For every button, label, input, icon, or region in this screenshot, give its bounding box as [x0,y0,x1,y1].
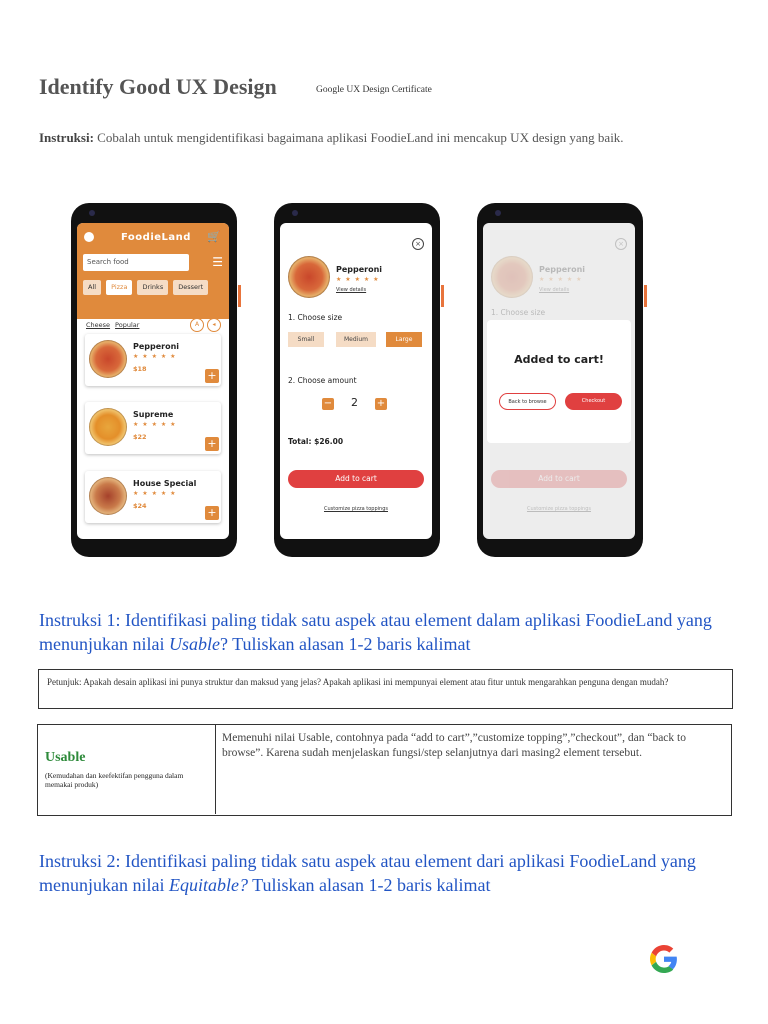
speaker-icon[interactable]: ◂ [207,318,221,332]
item-name: Pepperoni [539,265,586,274]
add-to-cart-button[interactable]: Add to cart [288,470,424,488]
phone-mockup-browse [71,203,237,557]
checkout-button[interactable]: Checkout [565,393,622,410]
list-item[interactable] [85,334,221,386]
added-to-cart-modal [487,320,631,443]
q2-heading-em: Equitable? [168,875,248,895]
usable-description: (Kemudahan dan keefektifan pengguna dalam memakai produk) [45,771,184,789]
list-item[interactable] [85,402,221,454]
q2-heading-pre: Instruksi 2: Identifikasi paling tidak satu aspek atau element dari aplikasi FoodieLand yang menunjukan nilai [39,851,696,895]
filter-tabs [86,321,144,329]
view-details-link: View details [539,287,570,293]
view-details-link[interactable]: View details [336,287,367,293]
size-large-button[interactable]: Large [386,332,422,347]
hint-box: Petunjuk: Apakah desain aplikasi ini punya struktur dan maksud yang jelas? Apakah aplikasi ini mempunyai element atau fitur untuk mengarahkan penguna dengan mudah? [38,669,733,709]
pizza-image [89,340,127,378]
answer-table [37,724,732,816]
usable-label: Usable [45,750,86,765]
filter-icon[interactable]: ☰ [212,255,223,269]
item-name: Pepperoni [336,265,383,274]
camera-icon [292,210,298,216]
modal-title: Added to cart! [514,353,604,366]
camera-icon [495,210,501,216]
q1-heading-em: Usable [168,634,220,654]
item-rating: ★ ★ ★ ★ ★ [133,353,177,360]
phone-side-button [441,285,444,307]
list-item[interactable] [85,471,221,523]
translate-icon[interactable]: A [190,318,204,332]
chip-dessert[interactable]: Dessert [173,280,208,295]
q1-heading-pre: Instruksi 1: Identifikasi paling tidak satu aspek atau element dalam aplikasi FoodieLand yang menunjukan nilai [39,610,712,654]
back-to-browse-button[interactable]: Back to browse [499,393,556,410]
intro-instruction [39,130,739,146]
item-name: Supreme [133,410,174,419]
user-icon[interactable] [84,232,94,242]
add-icon[interactable]: + [205,506,219,520]
add-icon[interactable]: + [205,437,219,451]
page-title: Identify Good UX Design [39,74,277,99]
item-rating: ★ ★ ★ ★ ★ [133,421,177,428]
cart-icon[interactable]: 🛒 [207,230,221,243]
add-to-cart-button: Add to cart [491,470,627,488]
tab-cheese[interactable]: Cheese [86,321,111,329]
add-icon[interactable]: + [205,369,219,383]
question-2-heading [39,849,739,897]
choose-size-label: 1. Choose size [288,313,343,322]
question-1-heading [39,608,739,656]
google-logo-icon [650,945,678,973]
confirmation-screen [483,223,635,539]
increase-button[interactable]: + [376,398,386,409]
accessibility-icons [190,318,221,332]
camera-icon [89,210,95,216]
q1-heading-post: ? Tuliskan alasan 1-2 baris kalimat [219,634,471,654]
item-price: $24 [133,502,147,510]
item-rating: ★ ★ ★ ★ ★ [133,490,177,497]
search-input[interactable]: Search food [83,254,189,271]
item-price: $18 [133,365,147,373]
choose-size-label: 1. Choose size [491,308,546,317]
customize-toppings-link[interactable]: Customize pizza toppings [323,506,388,512]
size-small-button[interactable]: Small [288,332,324,347]
app-header [77,223,229,319]
category-chips [83,280,208,295]
answer-label-cell [38,725,216,814]
phone-side-button [644,285,647,307]
pizza-image [288,256,330,298]
chip-pizza[interactable]: Pizza [106,280,132,295]
item-price: $22 [133,433,147,441]
chip-drinks[interactable]: Drinks [137,280,168,295]
chip-all[interactable]: All [83,280,101,295]
app-logo: FoodieLand [121,232,191,243]
tab-popular[interactable]: Popular [115,321,140,329]
page-subtitle: Google UX Design Certificate [316,85,432,95]
close-icon[interactable]: × [412,238,424,250]
phone-mockup-confirmation [477,203,643,557]
intro-text: Cobalah untuk mengidentifikasi bagaimana aplikasi FoodieLand ini mencakup UX design yang baik. [93,130,624,145]
intro-label: Instruksi: [39,130,94,145]
total-price: Total: $26.00 [288,437,344,446]
answer-text[interactable]: Memenuhi nilai Usable, contohnya pada “add to cart”,”customize topping”,”checkout”, dan “back to browse”. Karena sudah menjelaskan fungsi/step selanjutnya dari masing2 element tersebut. [222,732,686,759]
item-rating: ★ ★ ★ ★ ★ [336,276,380,283]
pizza-image [89,408,127,446]
amount-value: 2 [351,396,358,409]
q2-heading-post: Tuliskan alasan 1-2 baris kalimat [247,875,491,895]
item-name: Pepperoni [133,342,180,351]
phone-side-button [238,285,241,307]
browse-screen [77,223,229,539]
item-rating: ★ ★ ★ ★ ★ [539,276,583,283]
customize-toppings-link: Customize pizza toppings [526,506,591,512]
choose-amount-label: 2. Choose amount [288,376,357,385]
detail-screen [280,223,432,539]
size-medium-button[interactable]: Medium [336,332,376,347]
item-name: House Special [133,479,197,488]
decrease-button[interactable]: − [323,398,333,409]
phone-mockup-detail [274,203,440,557]
pizza-image [89,477,127,515]
close-icon: × [615,238,627,250]
